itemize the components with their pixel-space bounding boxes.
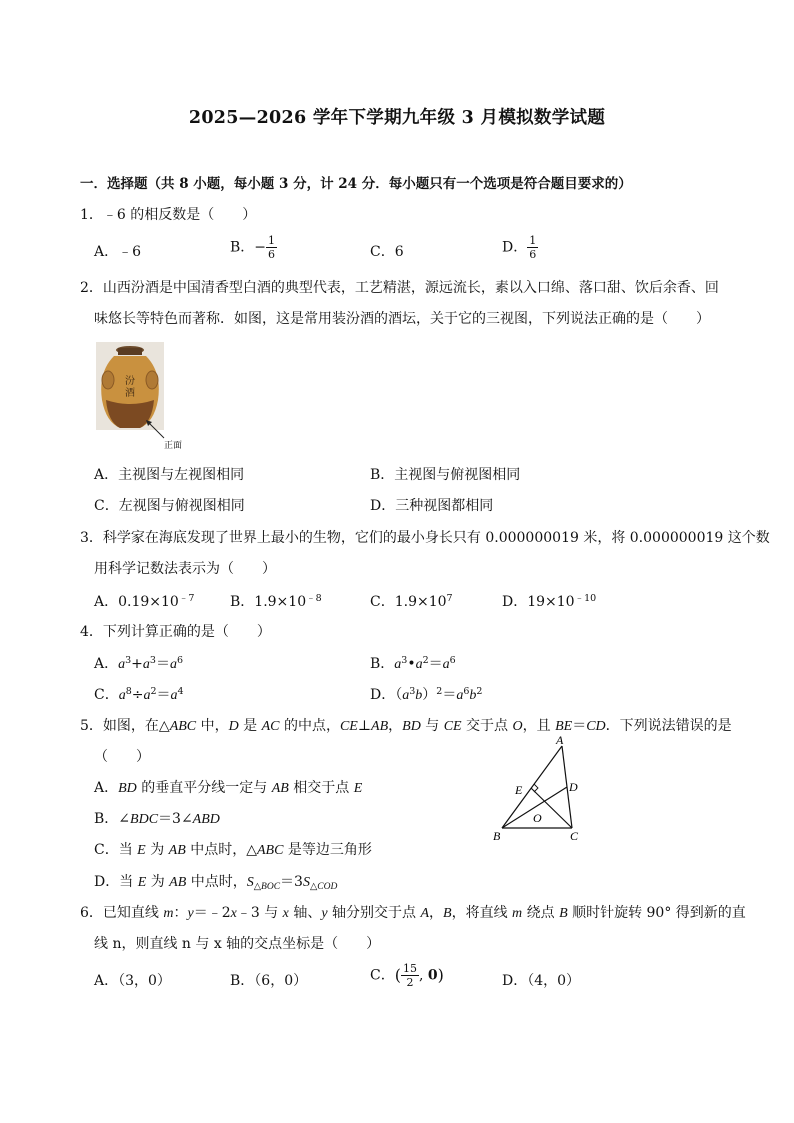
q6-option-d: D．（4，0） — [502, 973, 581, 989]
q2-stem-line2: 味悠长等特色而著称．如图，这是常用装汾酒的酒坛，关于它的三视图，下列说法正确的是（ ） — [94, 311, 710, 327]
svg-text:E: E — [515, 783, 523, 797]
svg-text:D: D — [569, 780, 578, 794]
q3-stem-line1: 3．科学家在海底发现了世界上最小的生物，它们的最小身长只有 0.000000019 米，将 0.000000019 这个数 — [80, 530, 770, 546]
q1-option-d: D． $\frac{1}{6}$ — [502, 234, 537, 261]
svg-text:B: B — [493, 829, 501, 843]
q2-stem-line1: 2．山西汾酒是中国清香型白酒的典型代表，工艺精湛，源远流长，素以入口绵、落口甜、饮后余香、回 — [80, 280, 719, 296]
pointer-arrow-icon — [144, 418, 166, 440]
jar-caption: 正面 — [164, 441, 183, 451]
q3-option-c: C．$1.9\times 10^7$ — [370, 593, 453, 610]
q4-option-d: D．$(a^3b)^2=a^6b^2$ — [370, 686, 483, 703]
q2-option-a: A．主视图与左视图相同 — [94, 467, 245, 483]
q1-stem: 1．﹣6 的相反数是（ ） — [80, 207, 257, 223]
q1-option-a: A．﹣6 — [94, 244, 142, 260]
q1-option-c: C．6 — [370, 244, 404, 260]
right-angle-mark — [534, 784, 538, 792]
q5-option-c: C．当 E 为 AB 中点时，△ABC 是等边三角形 — [94, 842, 372, 858]
q6-option-c: C．( $\frac{15}{2}$ , 0) — [370, 962, 444, 989]
segment-ab — [502, 746, 562, 828]
q4-option-b: B．$a^3•a^2=a^6$ — [370, 655, 456, 672]
q5-option-d: D．当 E 为 AB 中点时，$S_{\triangle BOC}=3S_{\triangle COD}$ — [94, 874, 338, 892]
q6-stem-line1: 6．已知直线 m：y＝﹣2x﹣3 与 x 轴、y 轴分别交于点 A，B，将直线 m 绕点 B 顺时针旋转 90° 得到新的直 — [80, 905, 746, 921]
q1-option-b: B．− $\frac{1}{6}$ — [230, 234, 276, 261]
q6-stem-line2: 线 n，则直线 n 与 x 轴的交点坐标是（ ） — [94, 936, 381, 952]
q5-option-a: A．BD 的垂直平分线一定与 AB 相交于点 E — [94, 780, 363, 796]
svg-text:酒: 酒 — [125, 388, 135, 399]
fenjiu-jar-photo — [96, 342, 164, 430]
q4-stem: 4．下列计算正确的是（ ） — [80, 624, 271, 640]
svg-text:C: C — [570, 829, 579, 843]
page-title: 2025—2026 学年下学期九年级 3 月模拟数学试题 — [188, 108, 606, 128]
q3-stem-line2: 用科学记数法表示为（ ） — [94, 561, 276, 577]
section-heading: 一．选择题（共 8 小题，每小题 3 分，计 24 分．每小题只有一个选项是符合题目要求的） — [80, 176, 632, 192]
svg-text:汾: 汾 — [125, 376, 135, 387]
q4-option-a: A．$a^3+a^3=a^6$ — [94, 655, 183, 672]
q5-stem-line1: 5．如图，在△ABC 中，D 是 AC 的中点，CE⊥AB，BD 与 CE 交于点 O，且 BE＝CD．下列说法错误的是 — [80, 718, 732, 734]
q5-option-b: B．∠BDC＝3∠ABD — [94, 811, 220, 827]
q2-option-b: B．主视图与俯视图相同 — [370, 467, 521, 483]
q4-option-c: C．$a^8\div a^2=a^4$ — [94, 686, 184, 703]
q6-option-b: B．（6，0） — [230, 973, 308, 989]
svg-text:O: O — [533, 811, 542, 825]
svg-text:A: A — [556, 736, 564, 747]
q3-option-d: D．$19\times 10^{﹣10}$ — [502, 593, 597, 610]
q3-option-a: A．$0.19\times 10^{﹣7}$ — [94, 593, 195, 610]
q3-option-b: B．$1.9\times 10^{﹣8}$ — [230, 593, 322, 610]
q2-option-d: D．三种视图都相同 — [370, 498, 494, 514]
q5-stem-line2: （ ） — [94, 749, 150, 765]
triangle-figure — [488, 736, 588, 844]
q2-option-c: C．左视图与俯视图相同 — [94, 498, 245, 514]
q6-option-a: A．（3，0） — [94, 973, 171, 989]
